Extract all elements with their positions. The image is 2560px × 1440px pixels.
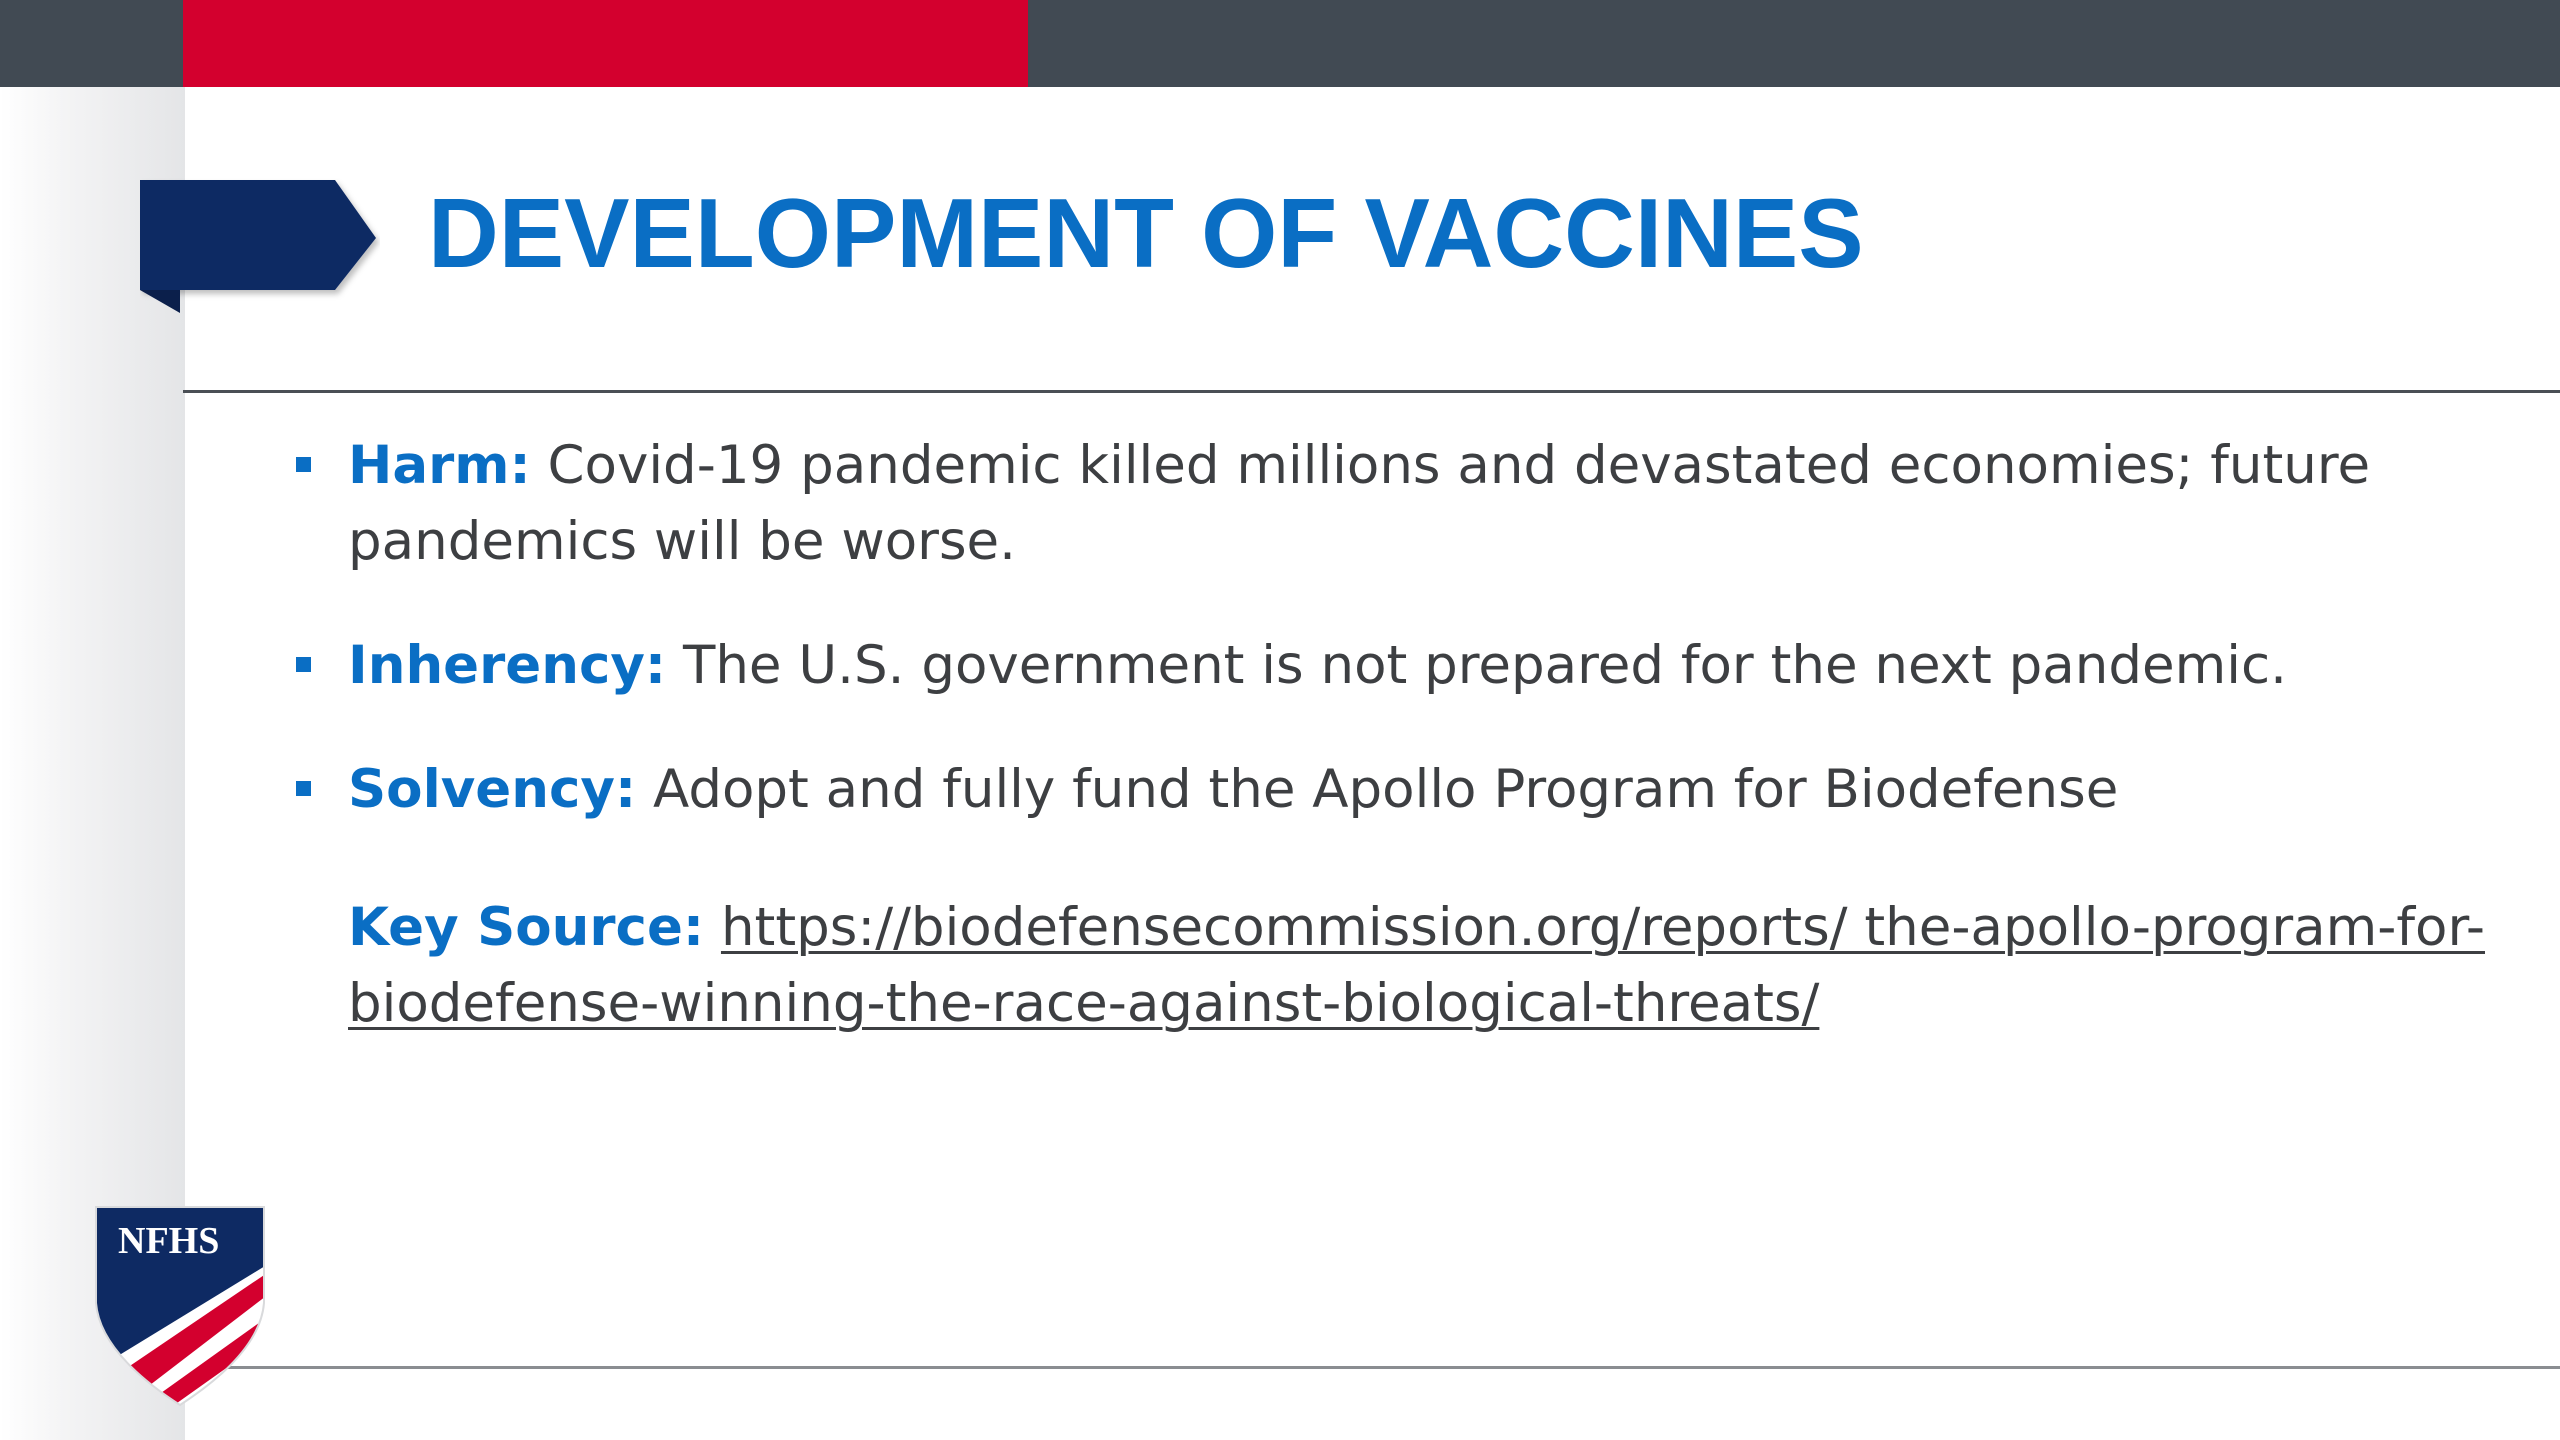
nfhs-shield-logo: [90, 1203, 270, 1408]
bullet-text: Covid-19 pandemic killed millions and devastated economies; future pandemics will be worse.: [348, 435, 2371, 572]
key-source-label: Key Source:: [348, 897, 705, 958]
bullet-harm: [290, 428, 2490, 580]
page-title: DEVELOPMENT OF VACCINES: [428, 178, 1864, 288]
square-bullet-icon: [296, 657, 311, 672]
square-bullet-icon: [296, 781, 311, 796]
header-accent-bar: [183, 0, 1028, 87]
arrow-tab-icon: [140, 178, 380, 318]
bullet-inherency: [290, 628, 2490, 704]
bullet-label: Harm:: [348, 435, 531, 496]
bullet-text: The U.S. government is not prepared for the next pandemic.: [666, 635, 2287, 696]
title-divider: [183, 390, 2560, 393]
bullet-solvency: [290, 752, 2490, 828]
bullet-list: [290, 428, 2490, 876]
square-bullet-icon: [296, 457, 311, 472]
bullet-label: Inherency:: [348, 635, 667, 696]
logo-text: NFHS: [118, 1220, 220, 1262]
key-source-link[interactable]: https://biodefensecommission.org/reports/ the-apollo-program-for-biodefense-winning-the-race-against-biological-threats/: [348, 897, 2485, 1034]
bullet-label: Solvency:: [348, 759, 637, 820]
footer-divider: [220, 1366, 2560, 1369]
bullet-text: Adopt and fully fund the Apollo Program for Biodefense: [636, 759, 2119, 820]
key-source: [348, 890, 2498, 1042]
